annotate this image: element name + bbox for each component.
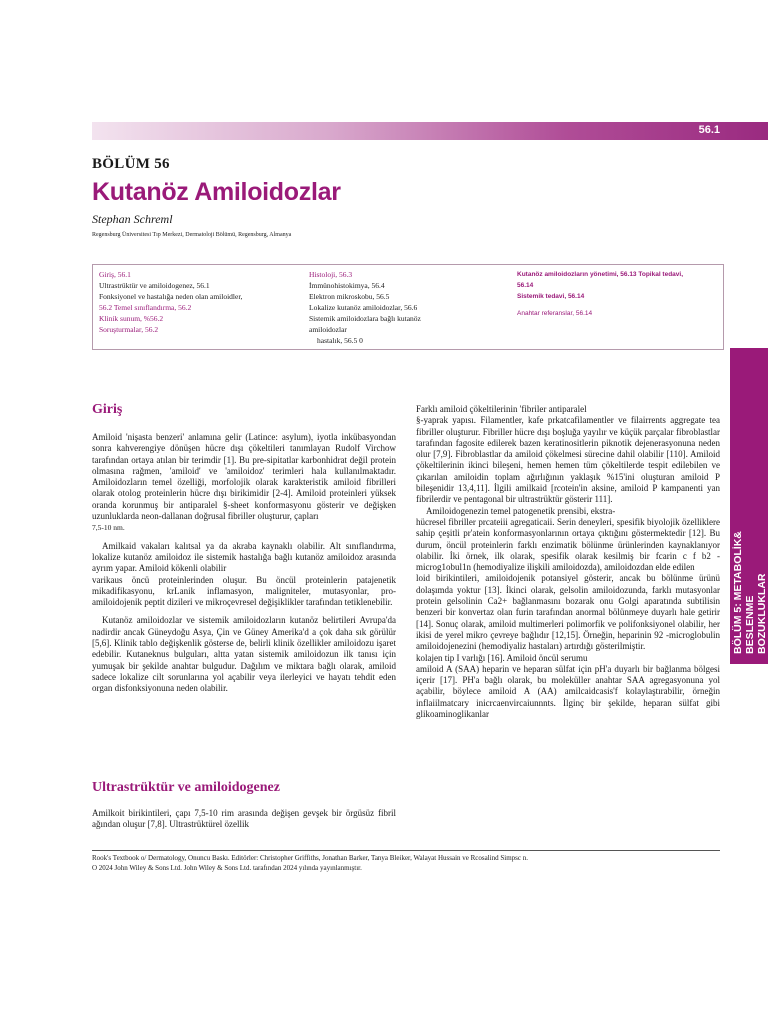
paragraph: loid birikintileri, amiloidojenik potansiyel gösterir, ancak bu bölünme ürünü dolaşımda yoktur [13]. İkinci olarak, gelsolin amiloidozunda, farklı mutasyonlar protein gelsolinin Ca2+ bağlanmasını bozarak onu Golgi aparatında subtilisin benzeri bir konvertaz olan furin tarafından anormal bölünmeye duyarlı hale getirir [14]. Sonuç olarak, amiloid multimerleri polimorfik ve polifonksiyonel olabilir, her ikisi de yerel mikro çevreye bağlıdır [12,15]. Örneğin, heparinin 92 -microglobulin amiloidojenezini (hemodiyaliz hastaları) artırdığı gösterilmiştir.: [416, 573, 720, 652]
page-number: 56.1: [698, 124, 720, 136]
toc-link[interactable]: İmmünohistokimya, 56.4: [309, 281, 385, 290]
affiliation: Regensburg Üniversitesi Tıp Merkezi, Dermatoloji Bölümü, Regensburg, Almanya: [92, 232, 292, 238]
toc-link[interactable]: amiloidozlar: [309, 325, 347, 334]
section-side-tab: [730, 348, 768, 664]
toc-link[interactable]: Kutanöz amiloidozların yönetimi, 56.13 Topikal tedavi,: [517, 271, 684, 278]
section-heading-ultrastructure: Ultrastrüktür ve amiloidogenez: [92, 780, 280, 795]
toc-link[interactable]: Anahtar referanslar, 56.14: [517, 310, 593, 317]
right-column-text: [416, 404, 720, 720]
paragraph: §-yaprak yapısı. Filamentler, kafe prkatcafilamentler ve filairrents aggregate tea fibriller oluşturur. Fibriller hücre dışı boşluğa yayılır ve küçük parçalar fibroblastlar tarafından fagosite edilerek bazen keratinositlerin piknotik dejenerasyonuna neden olur [7,9]. Fibroblastlar da amiloid çökelmesi sürecine dahil olabilir [110]. Amiloid çökeltilerinin ikinci bileşeni, hemen hemen tüm çökeltilerde tespit edilebilen ve çıkarılan amiloidin toplam ağırlığının yaklaşık %15'ini oluşturan amiloid P bileşenidir 13,4,11]. İlgili amilkaid [rcotein'in aksine, amiloid P kampanenti yan fibrilerdir ve pentagonal bir ultrastrüktür gösterir 111].: [416, 415, 720, 505]
footer-divider: [92, 850, 720, 851]
side-tab-line: BESLENME: [744, 595, 756, 654]
footer: [92, 853, 720, 873]
side-tab-text: [732, 531, 768, 654]
chapter-label: BÖLÜM 56: [92, 156, 170, 172]
side-tab-line: BÖLÜM 5: METABOLİK&: [732, 531, 744, 654]
intro-text: [92, 432, 396, 695]
toc-link[interactable]: Sistemik amiloidozlara bağlı kutanöz: [309, 314, 421, 323]
table-of-contents: [92, 264, 724, 350]
toc-link[interactable]: Klinik sunum, %56.2: [99, 314, 164, 323]
toc-link[interactable]: Histoloji, 56.3: [309, 270, 353, 279]
chapter-header-bar: [92, 122, 768, 140]
toc-link[interactable]: Elektron mikroskobu, 56.5: [309, 292, 390, 301]
toc-link[interactable]: Giriş, 56.1: [99, 270, 131, 279]
paragraph: Kutanöz amiloidozlar ve sistemik amiloidozların kutanöz belirtileri Avrupa'da nadirdir ancak Güneydoğu Asya, Çin ve Güney Amerika'd a çok daha sık görülür [5,6]. Klinik tablo değişkenlik gösterse de, belirli klinik özellikler amiloidozu işaret edebilir. Kutaneknus bulguları, altta yatan sistemik amiloidozun ilk tanısı için yumuşak bir şekilde anahtar bulgudur. Dağılım ve miktara bağlı olarak, amiloid sadece lokalize cilt sorunlarına yol açabilir veya ilerleyici ve hayatı tehdit eden organ disfonksiyonuna neden olabilir.: [92, 615, 396, 694]
toc-link[interactable]: Sistemik tedavi, 56.14: [517, 293, 585, 300]
chapter-title: Kutanöz Amiloidozlar: [92, 178, 341, 206]
footer-citation: Rook's Textbook o/ Dermatology, Onuncu Baskı. Editörler: Christopher Griffiths, Jonathan Barker, Tanya Bleiker, Walayat Hussain ve Rcosalind Simpsc n.: [92, 854, 529, 862]
toc-link[interactable]: Fonksiyonel ve hastalığa neden olan amiloidler,: [99, 292, 243, 301]
paragraph: hücresel fibriller prcateiii agregaticaii. Serin deneyleri, spesifik biyolojik özelliklere sahip çeşitli pr'atein konformasyonlarının ortaya çıktığını göstermektedir [12]. Bu durum, öncül proteinlerin farklı enzimatik bölünme ürünlerinden kaynaklanıyor olabilir. İki örnek, ilk olarak, spesifik olarak kesilmiş bir fcarin c f b2 -microg1obul1n (hemodiyalize ilişkili amiloidozda), amiloidozdan elde edilen: [416, 516, 720, 573]
paragraph: 7,5-10 nm.: [92, 523, 125, 533]
section-heading-intro: Giriş: [92, 402, 123, 417]
toc-column-2: [309, 269, 509, 346]
author: Stephan Schreml: [92, 212, 173, 226]
footer-copyright: O 2024 John Wiley & Sons Ltd. John Wiley & Sons Ltd. tarafından 2024 yılında yayınlanmıştır.: [92, 864, 362, 872]
toc-link[interactable]: 56.2 Temel sınıflandırma, 56.2: [99, 303, 192, 312]
toc-column-1: [99, 269, 299, 335]
paragraph: Amiloidogenezin temel patogenetik prensibi, ekstra-: [426, 505, 616, 516]
paragraph: Amiloid 'nişasta benzeri' anlamına gelir (Latince: asylum), iyotla inkübasyondan sonra kahverengiye dönüşen hücre dışı çökeltileri tanımlayan Rudolf Virchow tarafından ortaya atılan bir terimdir [1]. Bu pre-sipitatlar karbonhidrat değil protein olmasına rağmen, 'amiloid' ve 'amiloidoz' terimleri hala kullanılmaktadır. Amiloidozların temel özelliği, morfolojik olarak karakteristik amiloid fibrilleri olarak otolog proteinlerin hücre dışı birikimidir [2-4]. Amiloid proteinleri yüksek oranda korunmuş bir antiparalel §-sheet konformasyonu gösterir ve değişken uzunluklarda neon-dallanan doğrusal fibriller oluşturur, çapları: [92, 432, 396, 522]
ultrastructure-text: [92, 808, 396, 831]
paragraph: Farklı amiloid çökeltilerinin 'fibriler antiparalel: [416, 404, 587, 414]
toc-link[interactable]: Ultrastrüktür ve amiloidogenez, 56.1: [99, 281, 210, 290]
toc-column-3: [517, 269, 722, 319]
toc-link[interactable]: Lokalize kutanöz amiloidozlar, 56.6: [309, 303, 418, 312]
paragraph: varikaus öncü proteinlerinden oluşur. Bu öncül proteinlerin patajenetik mikadifikasyonu, krLanik inflamasyon, maligniteler, mutasyonlar, pro-amiloidojenik peptit dizileri ve mikroçevresel değişiklikler tarafından tetiklenebilir.: [92, 574, 396, 608]
toc-link[interactable]: Soruşturmalar, 56.2: [99, 325, 159, 334]
toc-link[interactable]: hastalık, 56.5 0: [317, 336, 363, 345]
paragraph: kolajen tip I varlığı [16]. Amiloid öncül serumu: [416, 652, 588, 663]
paragraph: Amilkoit birikintileri, çapı 7,5-10 rim arasında değişen gevşek bir örgüsüz fibril ağından oluşur [7,8]. Ultrastrüktürel özellik: [92, 808, 396, 830]
paragraph: Amilkaid vakaları kalıtsal ya da akraba kaynaklı olabilir. Alt sınıflandırma, lokalize kutanöz amiloidoz ile sistemik hastalığa bağlı kutanöz amiloidoz arasında ayrım yapar. Amiloid kökenli olabilir: [92, 540, 396, 574]
side-tab-line: BOZUKLUKLAR: [756, 573, 768, 654]
paragraph: amiloid A (SAA) heparin ve heparan sülfat için pH'a duyarlı bir bağlanma bölgesi içerir [17]. PH'a bağlı olarak, bu moleküller anahtar SAA agregasyonuna yol açabilir, böylece amiloid A (AA) amilcaidcasis'f kolaylaştırabilir, örneğin inflaiilmatcary inicrcaenvircaiunnnts. İlginç bir şekilde, heparan sülfat gibi glikoaminoglikanlar: [416, 663, 720, 720]
toc-link[interactable]: 56.14: [517, 282, 534, 289]
